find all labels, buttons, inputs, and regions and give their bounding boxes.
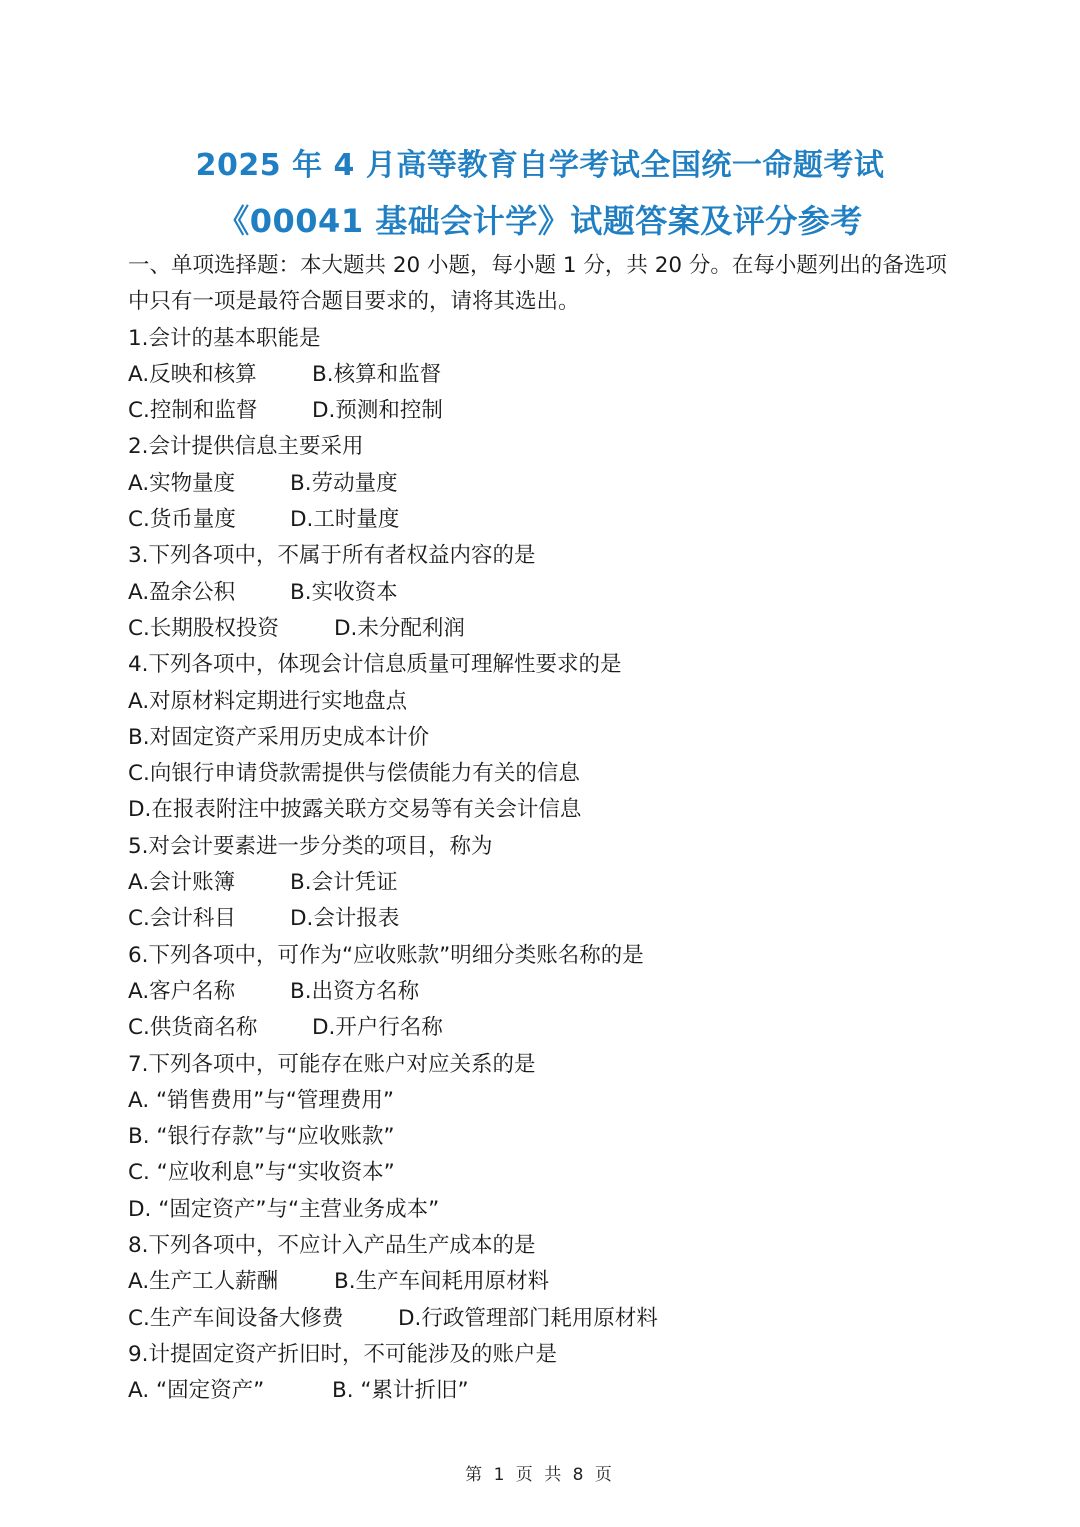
question-stem: 9.计提固定资产折旧时，不可能涉及的账户是 [128,1341,558,1367]
option-c: C.生产车间设备大修费 [128,1305,344,1331]
question-content [128,248,958,1410]
page-number: 第 1 页 共 8 页 [465,1465,615,1485]
option-row [128,1301,958,1337]
option-d: D.行政管理部门耗用原材料 [398,1305,658,1331]
option-row [128,1264,958,1300]
option-a: A.实物量度 [128,470,236,496]
option-a: A.会计账簿 [128,870,236,896]
option-c: C. “应收利息”与“实收资本” [128,1160,395,1186]
exam-title: 2025 年 4 月高等教育自学考试全国统一命题考试 [195,148,885,183]
option-d: D.工时量度 [290,507,400,533]
option-row [128,502,958,538]
option-c: C.供货商名称 [128,1015,258,1041]
option-row [128,1373,958,1409]
option-a: A.对原材料定期进行实地盘点 [128,688,408,714]
option-b: B.生产车间耗用原材料 [334,1269,550,1295]
option-row [128,865,958,901]
option-row [128,357,958,393]
question-stem: 7.下列各项中，可能存在账户对应关系的是 [128,1051,536,1077]
question-stem: 6.下列各项中，可作为“应收账款”明细分类账名称的是 [128,942,644,968]
option-b: B. “银行存款”与“应收账款” [128,1124,395,1150]
option-b: B. “累计折旧” [332,1378,469,1404]
option-d: D.会计报表 [290,906,400,932]
option-a: A.生产工人薪酬 [128,1269,279,1295]
option-c: C.控制和监督 [128,398,258,424]
option-row [128,575,958,611]
question-stem: 8.下列各项中，不应计入产品生产成本的是 [128,1233,536,1259]
option-row [128,974,958,1010]
option-a: A. “销售费用”与“管理费用” [128,1087,395,1113]
option-row [128,393,958,429]
option-d: D. “固定资产”与“主营业务成本” [128,1196,440,1222]
option-b: B.出资方名称 [290,978,420,1004]
question-stem: 1.会计的基本职能是 [128,325,321,351]
section-intro-line-1: 一、单项选择题：本大题共 20 小题，每小题 1 分，共 20 分。在每小题列出的备选项 [128,253,947,278]
option-row [128,611,958,647]
option-b: B.对固定资产采用历史成本计价 [128,724,430,750]
option-b: B.会计凭证 [290,870,398,896]
option-row [128,1010,958,1046]
question-stem: 2.会计提供信息主要采用 [128,434,364,460]
option-b: B.实收资本 [290,579,398,605]
option-b: B.劳动量度 [290,470,398,496]
option-b: B.核算和监督 [312,361,442,387]
option-c: C.向银行申请贷款需提供与偿债能力有关的信息 [128,761,580,787]
option-row [128,466,958,502]
question-stem: 3.下列各项中，不属于所有者权益内容的是 [128,543,536,569]
option-a: A.盈余公积 [128,579,236,605]
option-c: C.长期股权投资 [128,615,279,641]
option-c: C.货币量度 [128,507,236,533]
option-d: D.开户行名称 [312,1015,443,1041]
section-intro-line-2: 中只有一项是最符合题目要求的，请将其选出。 [128,289,580,315]
question-stem: 5.对会计要素进一步分类的项目，称为 [128,833,493,859]
option-row [128,901,958,937]
option-c: C.会计科目 [128,906,236,932]
option-d: D.未分配利润 [334,615,465,641]
option-a: A. “固定资产” [128,1378,265,1404]
option-d: D.在报表附注中披露关联方交易等有关会计信息 [128,797,582,823]
exam-subtitle: 《00041 基础会计学》试题答案及评分参考 [217,202,863,240]
question-stem: 4.下列各项中，体现会计信息质量可理解性要求的是 [128,652,622,678]
option-a: A.反映和核算 [128,361,257,387]
option-a: A.客户名称 [128,978,236,1004]
option-d: D.预测和控制 [312,398,443,424]
